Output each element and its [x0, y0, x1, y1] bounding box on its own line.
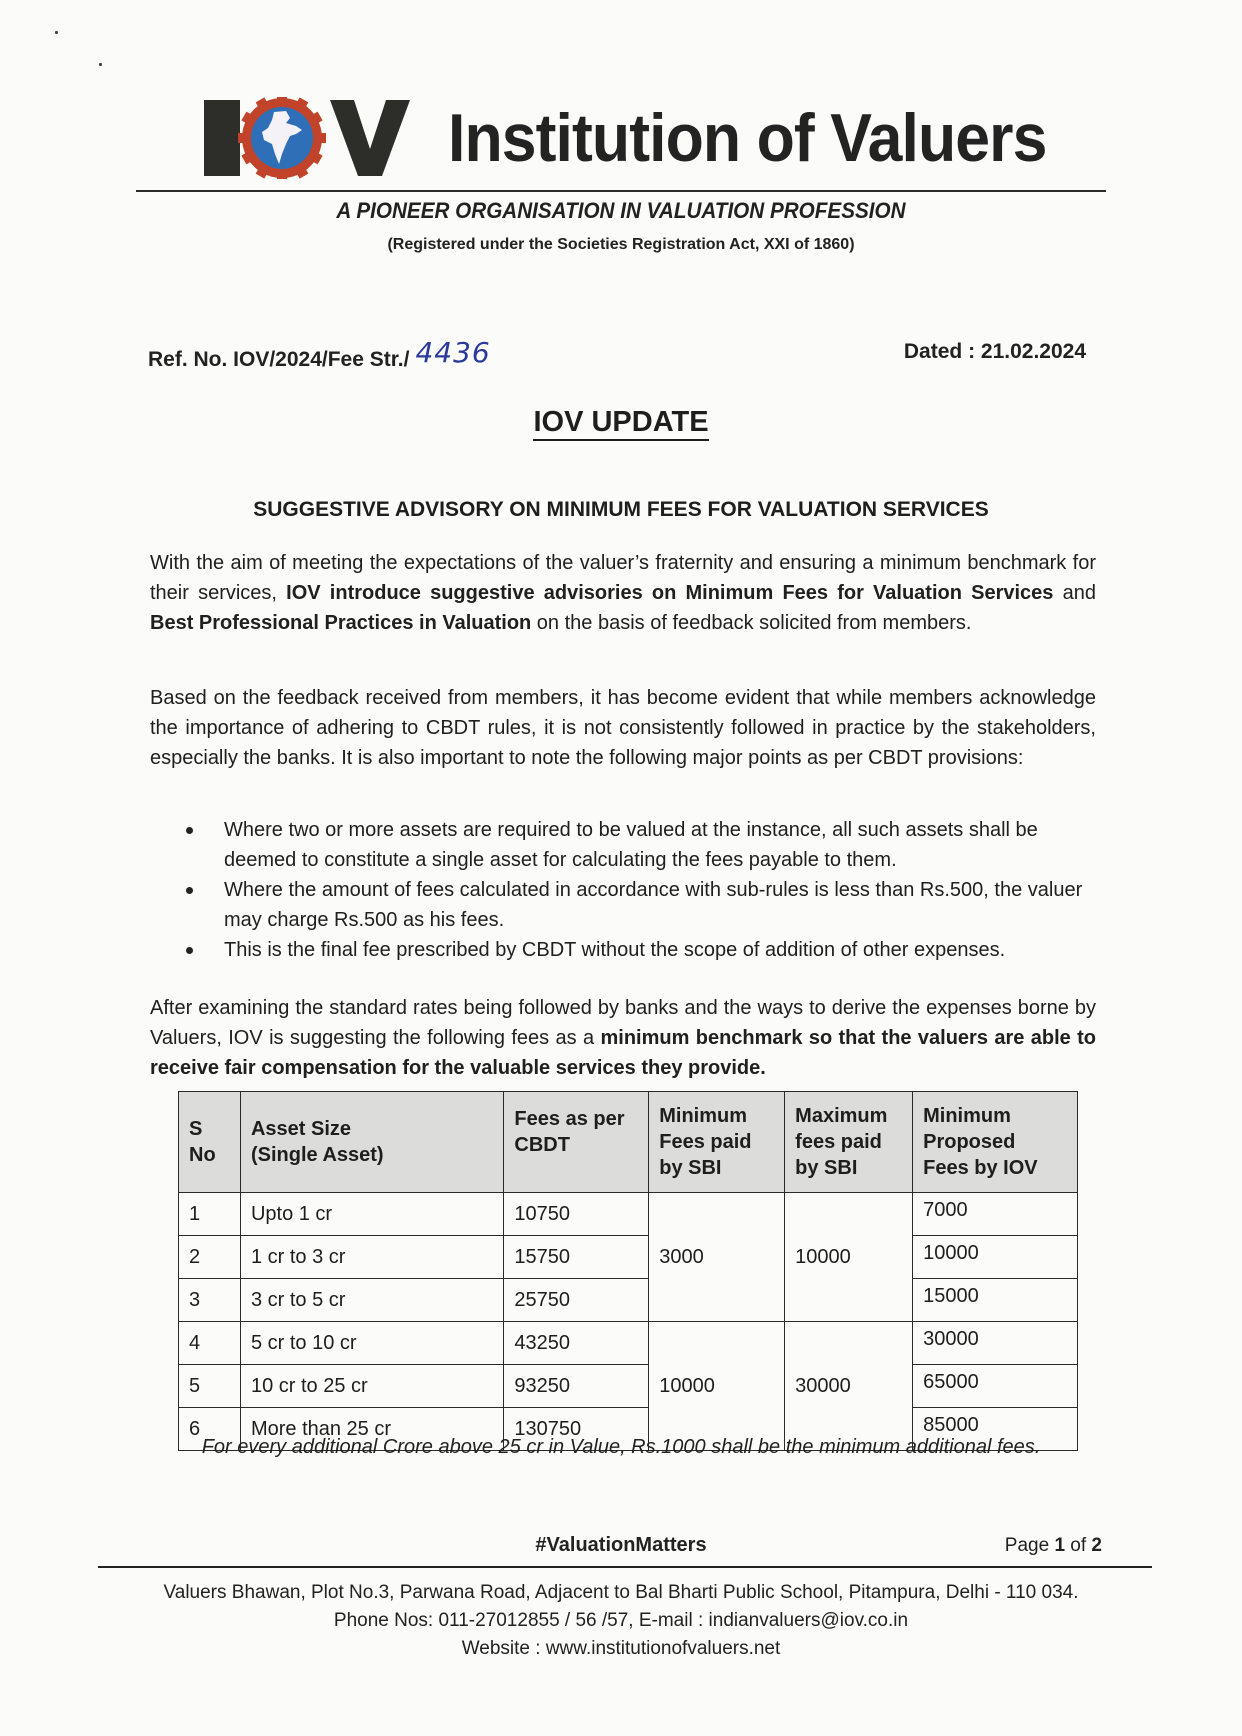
cell-min-sbi: 10000: [649, 1322, 785, 1451]
list-item: [178, 875, 1108, 935]
subject-heading: SUGGESTIVE ADVISORY ON MINIMUM FEES FOR VALUATION SERVICES: [253, 498, 989, 521]
reference-number: [148, 336, 491, 373]
list-item-text: Where the amount of fees calculated in accordance with sub-rules is less than Rs.500, the valuer may charge Rs.500 as his fees.: [224, 879, 1083, 931]
cell-max-sbi: 10000: [785, 1193, 913, 1322]
cell-cbdt-fees: 93250: [504, 1365, 649, 1408]
cell-sno: 4: [179, 1322, 241, 1365]
header-min-sbi: Minimum Fees paid by SBI: [649, 1092, 785, 1193]
cell-sno: 1: [179, 1193, 241, 1236]
table-row: [179, 1279, 1078, 1322]
cell-sno: 2: [179, 1236, 241, 1279]
footer-website: Website : www.institutionofvaluers.net: [461, 1638, 781, 1659]
cell-iov-fees: 7000: [913, 1193, 1078, 1236]
bullet-icon: [186, 947, 193, 954]
header-asset-size: Asset Size (Single Asset): [240, 1092, 503, 1193]
cell-iov-fees: 85000: [913, 1408, 1078, 1451]
bullet-icon: [186, 827, 193, 834]
registration-note: (Registered under the Societies Registration Act, XXI of 1860): [387, 236, 855, 253]
cell-min-sbi: 3000: [649, 1193, 785, 1322]
list-item: [178, 815, 1108, 875]
cell-iov-fees: 15000: [913, 1279, 1078, 1322]
cell-max-sbi: 30000: [785, 1322, 913, 1451]
cell-iov-fees: 30000: [913, 1322, 1078, 1365]
cell-sno: 5: [179, 1365, 241, 1408]
table-row: [179, 1236, 1078, 1279]
scan-speck: [99, 63, 102, 66]
cell-sno: 3: [179, 1279, 241, 1322]
handwritten-reference-number: 4436: [415, 336, 491, 369]
footer-address: Valuers Bhawan, Plot No.3, Parwana Road, Adjacent to Bal Bharti Public School, Pitampura, Delhi - 110 034.: [163, 1582, 1079, 1603]
cell-asset-size: 1 cr to 3 cr: [240, 1236, 503, 1279]
cell-cbdt-fees: 130750: [504, 1408, 649, 1451]
iov-logo: [202, 97, 420, 179]
suggestion-text: After examining the standard rates being followed by banks and the ways to derive the expenses borne by Valuers, IOV is suggesting the following fees as a: [150, 997, 1096, 1049]
cell-sno: 6: [179, 1408, 241, 1451]
list-item-text: Where two or more assets are required to be valued at the instance, all such assets shall be deemed to constitute a single asset for calculating the fees payable to them.: [224, 819, 1038, 871]
header-sno: S No: [179, 1092, 241, 1193]
cell-cbdt-fees: 10750: [504, 1193, 649, 1236]
document-title-text: IOV UPDATE: [533, 406, 708, 441]
cell-iov-fees: 10000: [913, 1236, 1078, 1279]
reference-label: Ref. No. IOV/2024/Fee Str./: [148, 348, 410, 371]
table-row: [179, 1322, 1078, 1365]
suggestion-bold: minimum benchmark so that the valuers are able to receive fair compensation for the valuable services they provide.: [150, 1027, 1096, 1079]
cell-asset-size: 5 cr to 10 cr: [240, 1322, 503, 1365]
cell-iov-fees: 65000: [913, 1365, 1078, 1408]
tagline: A PIONEER ORGANISATION IN VALUATION PROFESSION: [336, 198, 906, 223]
cbdt-points-list: [178, 815, 1108, 965]
intro-bold-2: Best Professional Practices in Valuation: [150, 612, 532, 634]
footer-contact: Phone Nos: 011-27012855 / 56 /57, E-mail : indianvaluers@iov.co.in: [333, 1610, 909, 1631]
additional-fee-note: For every additional Crore above 25 cr in Value, Rs.1000 shall be the minimum additional fees.: [201, 1436, 1041, 1458]
intro-text-2: and: [1053, 582, 1096, 604]
intro-bold-1: IOV introduce suggestive advisories on Minimum Fees for Valuation Services: [286, 582, 1054, 604]
intro-paragraph: [150, 548, 1096, 638]
header-max-sbi: Maximum fees paid by SBI: [785, 1092, 913, 1193]
table-header-row: [179, 1092, 1078, 1193]
document-title: [0, 406, 1242, 439]
header-iov-fees: Minimum Proposed Fees by IOV: [913, 1092, 1078, 1193]
table-row: [179, 1365, 1078, 1408]
cell-cbdt-fees: 25750: [504, 1279, 649, 1322]
list-item-text: This is the final fee prescribed by CBDT without the scope of addition of other expenses.: [224, 939, 1006, 961]
header-divider: [136, 190, 1106, 192]
iov-logo-icon: [202, 97, 420, 179]
bullet-icon: [186, 887, 193, 894]
cell-asset-size: 3 cr to 5 cr: [240, 1279, 503, 1322]
suggestion-paragraph: [150, 993, 1096, 1083]
list-item: [178, 935, 1108, 965]
document-date: Dated : 21.02.2024: [903, 340, 1086, 363]
intro-text-3: on the basis of feedback solicited from members.: [531, 612, 972, 634]
intro-text-1: With the aim of meeting the expectations of the valuer’s fraternity and ensuring a minimum benchmark for their services,: [150, 552, 1096, 604]
page-number: Page 1 of 2: [1004, 1535, 1102, 1556]
cell-asset-size: 10 cr to 25 cr: [240, 1365, 503, 1408]
fee-table: [178, 1091, 1078, 1451]
scan-speck: [55, 31, 58, 34]
table-row: [179, 1193, 1078, 1236]
cell-cbdt-fees: 43250: [504, 1322, 649, 1365]
footer-divider: [98, 1566, 1152, 1568]
cell-asset-size: Upto 1 cr: [240, 1193, 503, 1236]
cell-cbdt-fees: 15750: [504, 1236, 649, 1279]
header-cbdt-fees: Fees as per CBDT: [504, 1092, 649, 1193]
organization-name: Institution of Valuers: [448, 100, 1047, 176]
feedback-paragraph: Based on the feedback received from members, it has become evident that while members acknowledge the importance of adhering to CBDT rules, it is not consistently followed in practice by the stakeholders, especially the banks. It is also important to note the following major points as per CBDT provisions:: [150, 687, 1096, 769]
cell-asset-size: More than 25 cr: [240, 1408, 503, 1451]
hashtag: #ValuationMatters: [535, 1534, 707, 1556]
